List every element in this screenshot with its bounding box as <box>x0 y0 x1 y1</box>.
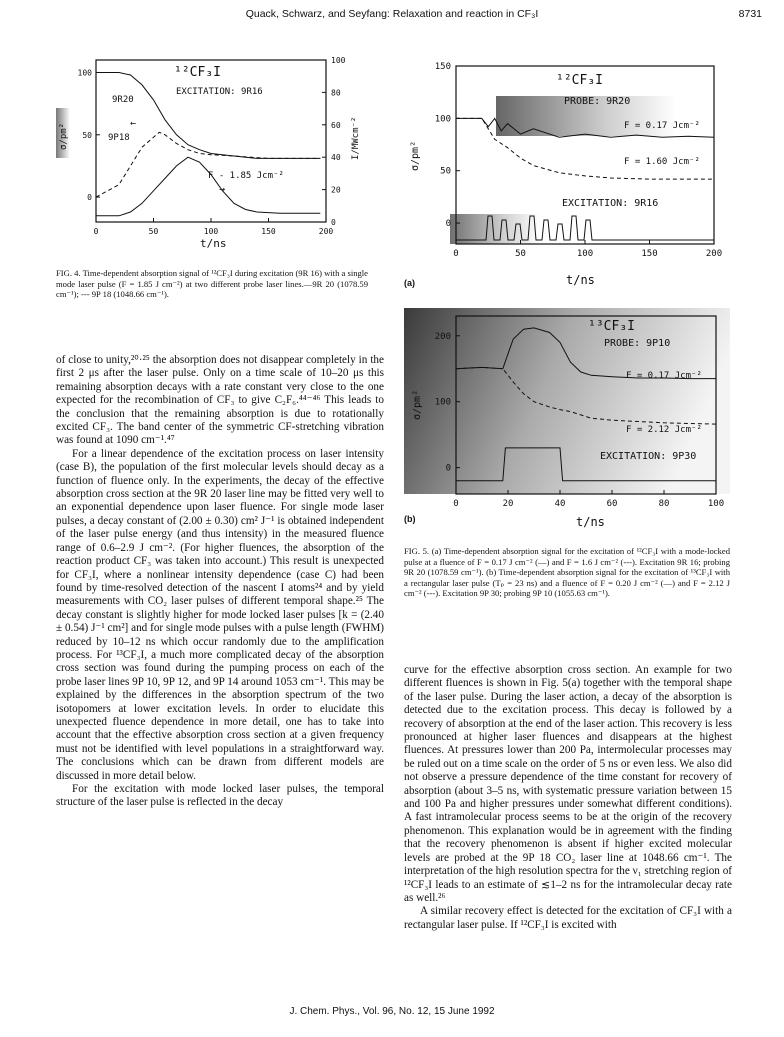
fig5b-molecule-label: ¹³CF₃I <box>588 319 635 334</box>
y-tick-label: 60 <box>331 120 341 130</box>
x-tick-label: 100 <box>707 499 725 509</box>
x-tick-label: 100 <box>203 227 219 236</box>
figure-5a <box>404 56 730 292</box>
fig4-fluence-label: F - 1.85 Jcm⁻² <box>208 171 284 181</box>
y-tick-label: 20 <box>331 185 341 195</box>
x-tick-label: 0 <box>453 249 459 259</box>
y-tick-label: 80 <box>331 88 341 98</box>
fig4-ylabel-left: σ/pm² <box>59 122 69 150</box>
left-column <box>56 354 384 810</box>
fig5a-fluence-1: F = 0.17 Jcm⁻² <box>624 121 700 131</box>
journal-footer: J. Chem. Phys., Vol. 96, No. 12, 15 June 1992 <box>289 1006 495 1017</box>
paragraph: For a linear dependence of the excitation process on laser intensity (case B), the population of the first molecular levels should decay as a function of fluence only. In the experiments, the decay of the effective absorption cross section at the 9R 20 laser line may be fitted very well to an exponential dependence upon laser fluence. For single mode laser pulses, a decay constant of (2.00 ± 0.30) cm² J⁻¹ is obtained independent of the laser pulse energy (and thus intensity) in the measured fluence range of 0.6–2.9 J cm⁻². (For higher fluences, the absorption of the reaction product CF₃ was taken into account.) This result is unexpected for CF₃I, where a nonlinear intensity dependence (case C) had been found by time-resolved detection of the nascent I atoms²⁴ and by yield measurements with CO₂ laser pulses of different temporal shape.²⁵ The decay constant is slightly higher for mode locked laser pulses [k = (2.40 ± 0.54) J⁻¹ cm²] and for single mode pulses with a pulse length (FWHM) reduced by 10–12 ns which occur randomly due to the amplification process. For ¹³CF₃I, a much more complicated decay of the absorption cross section was found during the pumping process on each of the probe laser lines 9P 10, 9P 12, and 9P 14 around 1053 cm⁻¹. This may be explained by the differences in the absorption spectrum of the two isotopomers at lower excitation levels. In order to elucidate this unexpected fluence dependence in more detail, one has to take into account that the effective absorption cross section at a given frequency must not be identified with level populations in a straightforward way. The conclusions which can be drawn from different models are discussed in more detail below. <box>56 447 384 782</box>
scan-shade <box>404 308 730 494</box>
y-tick-label: 150 <box>434 62 451 72</box>
x-tick-label: 150 <box>261 227 276 236</box>
x-tick-label: 60 <box>606 499 618 509</box>
running-header <box>0 8 784 24</box>
fig4-excitation-label: EXCITATION: 9R16 <box>176 87 263 97</box>
x-tick-label: 150 <box>641 249 658 259</box>
fig4-ylabel-right: I/MWcm⁻² <box>351 116 361 160</box>
y-tick-label: 50 <box>440 166 451 177</box>
fig5b-fluence-1: F = 0.17 Jcm⁻² <box>626 371 702 381</box>
paragraph: For the excitation with mode locked laser pulses, the temporal structure of the laser pulse is reflected in the decay <box>56 783 384 809</box>
x-tick-label: 50 <box>148 227 159 236</box>
fig5a-molecule-label: ¹²CF₃I <box>556 73 603 88</box>
fig5a-panel-label: (a) <box>404 278 415 288</box>
running-title: Quack, Schwarz, and Seyfang: Relaxation and reaction in CF₃I <box>245 8 539 20</box>
fig5b-xlabel: t/ns <box>576 515 605 529</box>
paragraph: curve for the effective absorption cross section. An example for two different fluences is shown in Fig. 5(a) together with the temporal shape of the laser pulse. During the laser action, a decay of the absorption is detected due to the excitation process. This decay is followed by a recovery of absorption at the end of the laser action. This recovery is less pronounced at higher laser fluences and disappears at the highest fluences. At pressures lower than 200 Pa, intermolecular processes may be ruled out on a time scale on the order of 5 ns or even less. We also did not observe a pressure dependence of the time constant for recovery of absorption (about 3–5 ns, with systematic pressure variation between 15 and 100 Pa and higher pressures under somewhat different conditions). A fast intramolecular process seems to be at the origin of the recovery phenomenon. This explanation would be in agreement with the finding that the recovery phenomenon is absent if higher excited molecular levels are probed at the 9P 18 CO₂ laser line at 1048.66 cm⁻¹. The interpretation of the high resolution spectra for the ν₁ stretching region of ¹²CF₃I leads to an estimate of ≲1–2 ns for the intramolecular decay rate as well.²⁶ <box>404 664 733 904</box>
figure-4 <box>56 50 366 260</box>
y-tick-label: 100 <box>434 397 451 408</box>
fig4-xlabel: t/ns <box>200 237 227 250</box>
x-tick-label: 80 <box>658 499 670 509</box>
y-tick-label: 0 <box>87 193 92 203</box>
fig5b-panel-label: (b) <box>404 514 416 524</box>
fig5a-fluence-2: F = 1.60 Jcm⁻² <box>624 157 700 167</box>
x-tick-label: 20 <box>502 499 514 509</box>
plot-frame <box>96 60 326 222</box>
y-tick-label: 50 <box>82 130 92 140</box>
paragraph: of close to unity,²⁰·²⁵ the absorption does not disappear completely in the first 2 μs after the laser pulse. Only on a time scale of 10–20 μs this remaining absorption decays with a rate constant very close to the one expected for the recombination of CF₃ to give C₂F₆.⁴⁴⁻⁴⁶ This leads to the conclusion that the remaining absorption is due to rotationally excited CF₃. The band center of the symmetric CF-stretching vibration was found at 1090 cm⁻¹.⁴⁷ <box>56 354 384 447</box>
figure-5b <box>404 308 730 534</box>
y-tick-label: 100 <box>77 68 92 78</box>
fig5a-excitation-label: EXCITATION: 9R16 <box>562 198 659 209</box>
y-tick-label: 40 <box>331 153 341 163</box>
series-line <box>96 73 320 159</box>
fig4-line-b-label: 9P18 <box>108 133 130 143</box>
fig5a-probe-label: PROBE: 9R20 <box>564 96 631 107</box>
paragraph: A similar recovery effect is detected for the excitation of CF₃I with a rectangular laser pulse. If ¹²CF₃I is excited with <box>404 905 732 931</box>
y-tick-label: 0 <box>331 218 336 227</box>
y-tick-label: 200 <box>434 331 451 342</box>
right-column <box>404 664 732 932</box>
figure-4-caption: FIG. 4. Time-dependent absorption signal of ¹²CF₃I during excitation (9R 16) with a single mode laser pulse (F = 1.85 J cm⁻²) at two different probe laser lines.—9R 20 (1078.59 cm⁻¹); --- 9P 18 (1048.66 cm⁻¹). <box>56 268 369 300</box>
y-tick-label: 100 <box>331 56 346 65</box>
fig5a-xlabel: t/ns <box>566 273 595 287</box>
fig5b-fluence-2: F = 2.12 Jcm⁻² <box>626 425 702 435</box>
fig5b-excitation-label: EXCITATION: 9P30 <box>600 451 697 462</box>
fig5b-ylabel: σ/pm² <box>412 389 423 420</box>
fig4-molecule-label: ¹²CF₃I <box>174 65 221 80</box>
y-tick-label: 0 <box>445 219 451 230</box>
figure-5-caption: FIG. 5. (a) Time-dependent absorption signal for the excitation of ¹²CF₃I with a mode-locked pulse at a fluence of F = 0.17 J cm⁻² (—) and F = 1.6 J cm⁻² (---). Excitation 9R 16; probing 9R 20 (1078.59 cm⁻¹). (b) Time-dependent absorption signal for the excitation of ¹³CF₃I with a rectangular laser pulse (Tₚ = 23 ns) and a fluence of F = 0.20 J cm⁻² (—) and F = 2.12 J cm⁻² (---). Excitation 9P 30; probing 9P 10 (1055.63 cm⁻¹). <box>404 546 730 599</box>
fig5b-probe-label: PROBE: 9P10 <box>604 338 671 349</box>
x-tick-label: 0 <box>93 227 99 236</box>
x-tick-label: 200 <box>318 227 334 236</box>
y-tick-label: 0 <box>445 463 451 474</box>
y-tick-label: 100 <box>434 114 451 125</box>
series-line <box>96 157 320 216</box>
arrow-right-icon: → <box>219 184 226 195</box>
fig5a-ylabel: σ/pm² <box>410 140 421 171</box>
page-number: 8731 <box>738 8 762 20</box>
x-tick-label: 0 <box>453 499 459 509</box>
x-tick-label: 50 <box>515 249 526 259</box>
x-tick-label: 200 <box>705 249 723 259</box>
x-tick-label: 40 <box>554 499 566 509</box>
fig4-line-a-label: 9R20 <box>112 95 134 105</box>
x-tick-label: 100 <box>576 249 594 259</box>
arrow-left-icon: ← <box>130 118 137 129</box>
